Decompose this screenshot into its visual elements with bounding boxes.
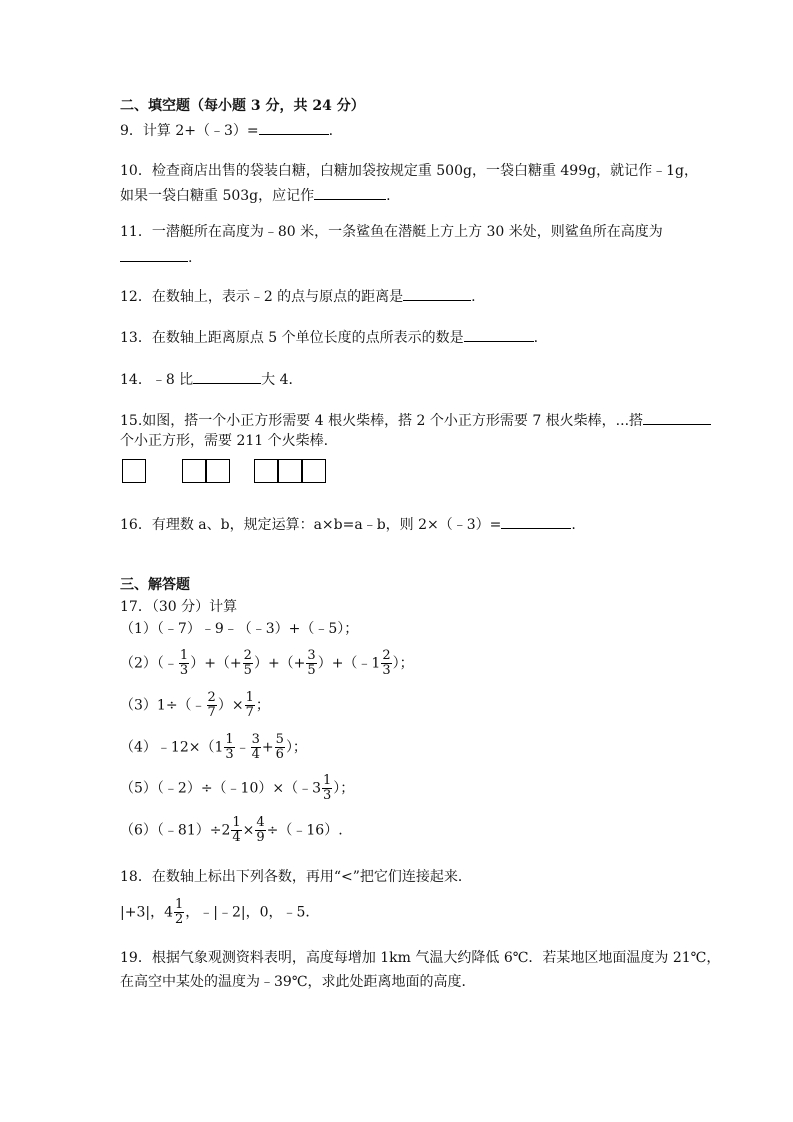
question-11-line1: 11．一潜艇所在高度为﹣80 米，一条鲨鱼在潜艇上方上方 30 米处，则鲨鱼所在高度为 <box>120 224 663 240</box>
denominator: 3 <box>225 747 234 762</box>
q17-part-4 <box>120 733 307 762</box>
question-18-numbers <box>120 898 319 927</box>
q17-part-2 <box>120 649 414 678</box>
question-19-line1: 19．根据气象观测资料表明，高度每增加 1km 气温大约降低 6℃．若某地区地面温度为 21℃， <box>120 950 721 966</box>
fraction <box>275 733 285 762</box>
expr-text: （2）（﹣ <box>120 655 178 672</box>
question-18-title: 18．在数轴上标出下列各数，再用“<”把它们连接起来． <box>120 869 472 885</box>
q11-end: . <box>188 250 193 266</box>
q13-answer-blank[interactable] <box>464 327 534 342</box>
question-13 <box>120 327 538 347</box>
fraction <box>381 649 391 678</box>
numerator: 2 <box>382 648 391 663</box>
q9-answer-blank[interactable] <box>259 120 329 135</box>
expr-text: ）； <box>392 655 414 672</box>
q17-part-5 <box>120 774 354 803</box>
q10-end: . <box>386 188 391 204</box>
expr-text: ； <box>255 697 270 714</box>
expr-text: ）+（+ <box>253 655 306 672</box>
denominator: 2 <box>174 912 184 927</box>
matchstick-figure-3-square-b <box>278 459 302 483</box>
expr-text: ，﹣|﹣2|，0，﹣5． <box>185 904 320 921</box>
denominator: 4 <box>251 747 260 762</box>
q12-end: . <box>471 289 476 305</box>
question-9 <box>120 120 333 140</box>
question-19-line2: 在高空中某处的温度为﹣39℃，求此处距离地面的高度． <box>120 974 476 990</box>
expr-text: （3）1÷（﹣ <box>120 697 206 714</box>
denominator: 7 <box>207 705 216 720</box>
numerator: 1 <box>225 732 234 747</box>
expr-text: ﹣ <box>235 739 250 756</box>
q14-pre: 14．﹣8 比 <box>120 372 194 388</box>
q13-end: . <box>533 330 539 346</box>
q16-answer-blank[interactable] <box>501 514 571 529</box>
question-16 <box>120 514 576 534</box>
question-10-line2 <box>120 185 391 205</box>
numerator: 1 <box>323 773 332 788</box>
q14-post: 大 4． <box>261 372 303 388</box>
question-14 <box>120 369 303 389</box>
question-15-line2: 个小正方形，需要 211 个火柴棒. <box>120 433 329 449</box>
numerator: 2 <box>207 690 216 705</box>
question-15-line1 <box>120 410 711 430</box>
expr-text: ÷（﹣16）. <box>266 822 343 839</box>
fraction <box>224 733 234 762</box>
q12-text: 12．在数轴上，表示﹣2 的点与原点的距离是 <box>120 289 404 305</box>
q10-answer-blank[interactable] <box>314 185 386 200</box>
question-12 <box>120 286 476 306</box>
fraction <box>174 898 184 927</box>
q16-text: 16．有理数 a、b，规定运算：a×b=a﹣b，则 2×（﹣3）= <box>120 517 502 533</box>
fraction <box>231 816 241 845</box>
numerator: 3 <box>251 732 260 747</box>
q16-end: . <box>571 517 576 533</box>
numerator: 1 <box>179 648 189 663</box>
expr-text: ）+（+ <box>190 655 242 672</box>
denominator: 3 <box>382 663 391 678</box>
fraction <box>243 649 253 678</box>
q14-answer-blank[interactable] <box>193 369 261 384</box>
numerator: 3 <box>307 648 316 663</box>
matchstick-figure-2-square-b <box>206 459 230 483</box>
matchstick-figure-3-square-c <box>302 459 326 483</box>
numerator: 1 <box>232 815 241 830</box>
question-11-line2 <box>120 247 192 267</box>
denominator: 3 <box>179 663 189 678</box>
expr-text: （4）﹣12×（1 <box>120 739 224 756</box>
fraction <box>306 649 316 678</box>
q9-end: . <box>328 123 334 139</box>
question-17-title: 17．（30 分）计算 <box>120 599 238 615</box>
numerator: 1 <box>174 897 184 912</box>
q17-part-1: （1）（﹣7）﹣9﹣（﹣3）+（﹣5）； <box>120 621 359 637</box>
denominator: 4 <box>232 830 241 845</box>
q17-part-6 <box>120 816 343 845</box>
expr-text: （5）（﹣2）÷（﹣10）×（﹣3 <box>120 780 321 797</box>
expr-text: ）； <box>285 739 307 756</box>
fraction <box>322 774 332 803</box>
expr-text: |+3|，4 <box>120 904 173 921</box>
matchstick-figure-3-square-a <box>254 459 278 483</box>
expr-text: （6）（﹣81）÷2 <box>120 822 231 839</box>
numerator: 2 <box>243 648 252 663</box>
fraction <box>179 649 189 678</box>
numerator: 5 <box>275 732 284 747</box>
expr-text: + <box>261 739 274 756</box>
expr-text: ）× <box>217 697 244 714</box>
denominator: 3 <box>323 788 332 803</box>
question-10-line1: 10．检查商店出售的袋装白糖，白糖加袋按规定重 500g，一袋白糖重 499g，就记作﹣1g， <box>120 163 698 179</box>
denominator: 7 <box>245 705 254 720</box>
denominator: 6 <box>275 747 284 762</box>
denominator: 5 <box>243 663 252 678</box>
expr-text: ）； <box>333 780 355 797</box>
section-2-heading: 二、填空题（每小题 3 分，共 24 分） <box>120 98 365 114</box>
matchstick-figure-2-square-a <box>182 459 206 483</box>
fraction <box>207 691 217 720</box>
q17-part-3 <box>120 691 270 720</box>
numerator: 4 <box>256 815 265 830</box>
fraction <box>245 691 255 720</box>
q11-answer-blank[interactable] <box>120 247 188 262</box>
q15-answer-blank[interactable] <box>643 410 711 425</box>
denominator: 5 <box>307 663 316 678</box>
section-3-heading: 三、解答题 <box>120 577 190 593</box>
expr-text: × <box>242 822 255 839</box>
q13-text: 13．在数轴上距离原点 5 个单位长度的点所表示的数是 <box>120 330 464 346</box>
fraction <box>251 733 261 762</box>
q15-text: 15.如图，搭一个小正方形需要 4 根火柴棒，搭 2 个小正方形需要 7 根火柴棒，...搭 <box>120 413 644 429</box>
q12-answer-blank[interactable] <box>403 286 471 301</box>
q9-text: 9．计算 2+（﹣3）= <box>120 123 259 139</box>
fraction <box>255 816 265 845</box>
expr-text: ）+（﹣1 <box>317 655 381 672</box>
numerator: 1 <box>245 690 254 705</box>
denominator: 9 <box>256 830 265 845</box>
q10-text: 如果一袋白糖重 503g，应记作 <box>120 188 315 204</box>
matchstick-figure-1-square <box>122 459 146 483</box>
